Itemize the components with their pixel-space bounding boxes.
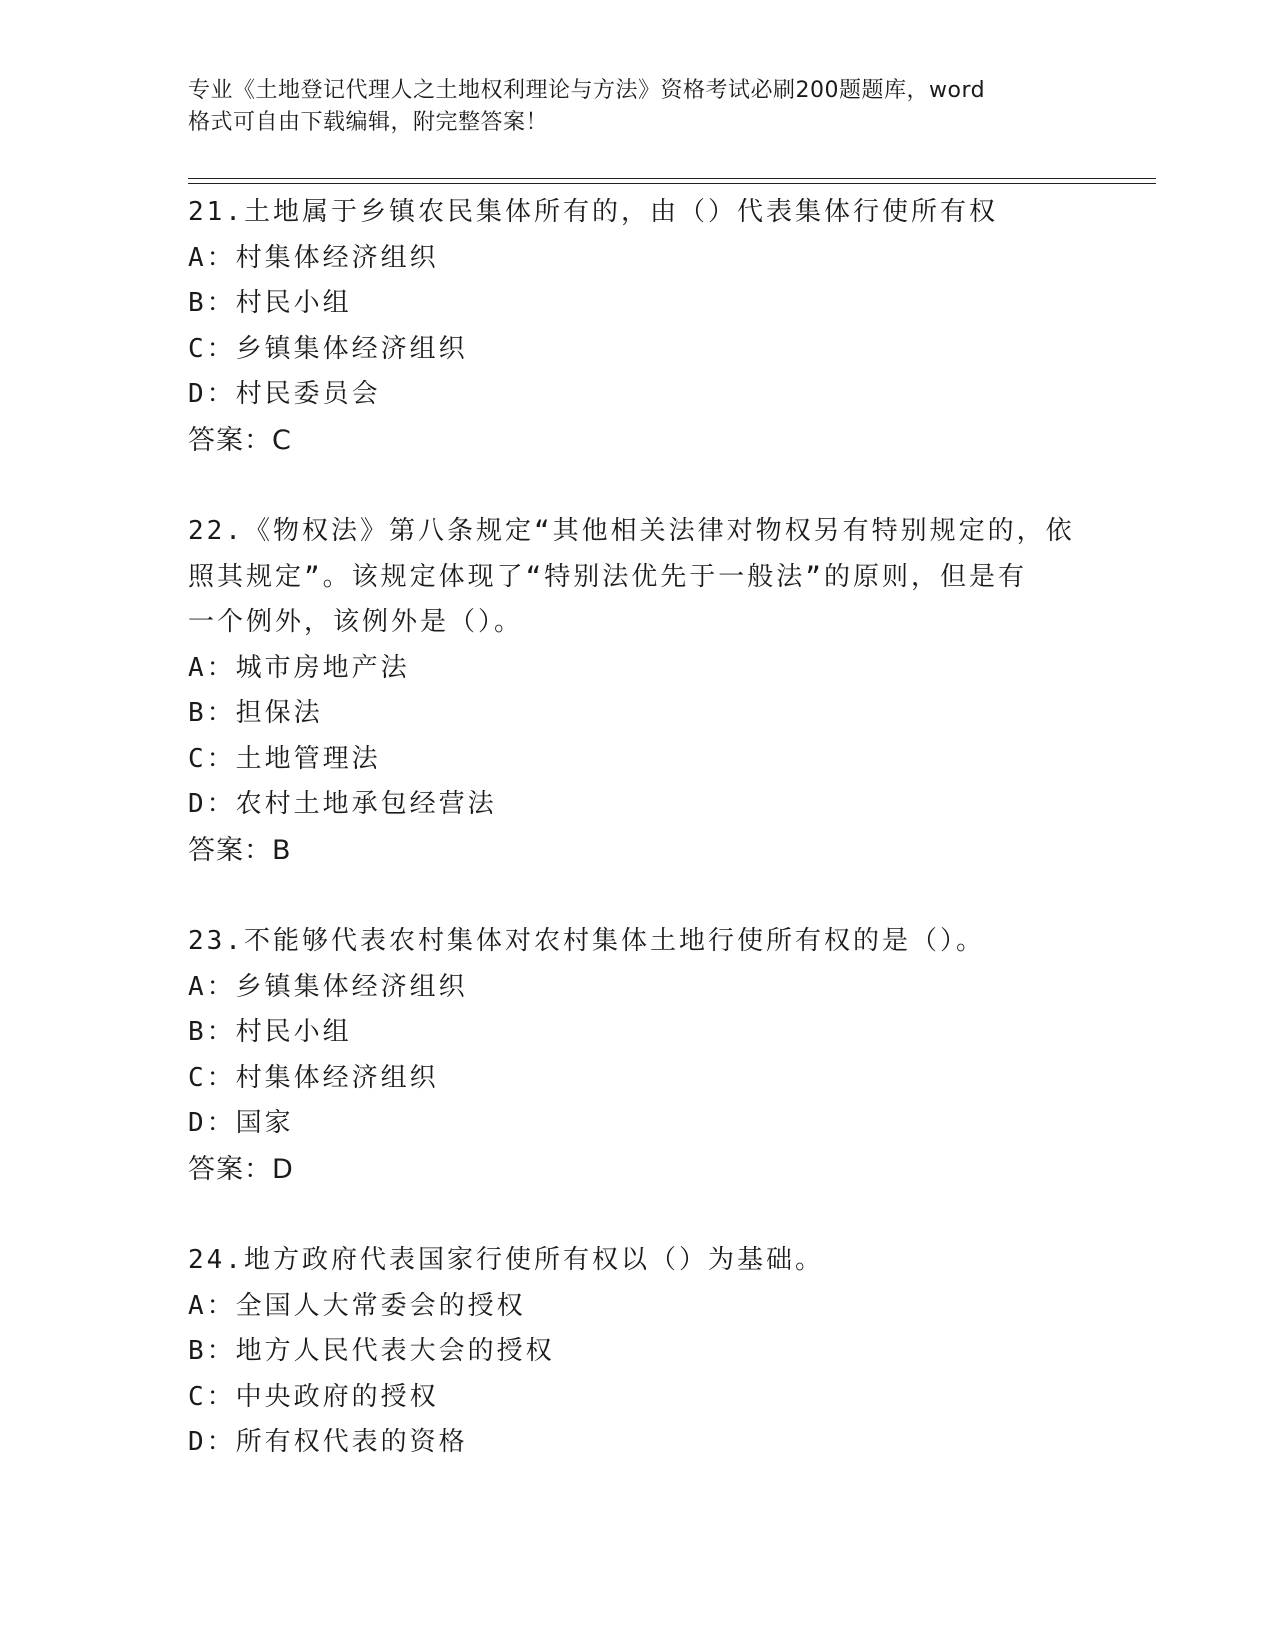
option-d: D：所有权代表的资格 bbox=[188, 1427, 468, 1457]
answer: 答案：D bbox=[188, 1153, 294, 1185]
question-24 bbox=[188, 1238, 1088, 1466]
option-a: A：城市房地产法 bbox=[188, 652, 410, 683]
option-b: B：村民小组 bbox=[188, 288, 352, 318]
option-b: B：地方人民代表大会的授权 bbox=[188, 1336, 555, 1366]
document-header bbox=[188, 75, 1068, 139]
header-divider-top bbox=[188, 178, 1156, 179]
answer: 答案：C bbox=[188, 424, 292, 456]
option-a: A：全国人大常委会的授权 bbox=[188, 1290, 526, 1321]
option-c: C：村集体经济组织 bbox=[188, 1062, 439, 1093]
option-d: D：农村土地承包经营法 bbox=[188, 789, 497, 819]
option-c: C：中央政府的授权 bbox=[188, 1381, 439, 1412]
option-c: C：乡镇集体经济组织 bbox=[188, 333, 468, 364]
question-21 bbox=[188, 190, 1088, 463]
answer: 答案：B bbox=[188, 834, 292, 866]
question-22 bbox=[188, 509, 1088, 873]
question-stem-line: 23.不能够代表农村集体对农村集体土地行使所有权的是（）。 bbox=[188, 926, 985, 956]
option-a: A：乡镇集体经济组织 bbox=[188, 971, 468, 1002]
option-d: D：国家 bbox=[188, 1108, 294, 1138]
question-stem-line: 一个例外，该例外是（）。 bbox=[188, 607, 524, 637]
question-list bbox=[188, 190, 1088, 1466]
question-stem-line: 照其规定”。该规定体现了“特别法优先于一般法”的原则，但是有 bbox=[188, 561, 1027, 592]
option-b: B：村民小组 bbox=[188, 1017, 352, 1047]
option-c: C：土地管理法 bbox=[188, 743, 381, 774]
question-23 bbox=[188, 919, 1088, 1192]
option-d: D：村民委员会 bbox=[188, 379, 381, 409]
header-line-1: 专业《土地登记代理人之土地权利理论与方法》资格考试必刷200题题库，word bbox=[188, 78, 986, 103]
option-a: A：村集体经济组织 bbox=[188, 242, 439, 273]
question-stem-line: 24.地方政府代表国家行使所有权以（）为基础。 bbox=[188, 1245, 824, 1275]
header-line-2: 格式可自由下载编辑，附完整答案！ bbox=[188, 110, 549, 135]
option-b: B：担保法 bbox=[188, 698, 323, 728]
header-divider-bottom bbox=[188, 183, 1156, 184]
question-stem-line: 21.土地属于乡镇农民集体所有的，由（）代表集体行使所有权 bbox=[188, 197, 998, 227]
question-stem-line: 22.《物权法》第八条规定“其他相关法律对物权另有特别规定的，依 bbox=[188, 516, 1075, 546]
